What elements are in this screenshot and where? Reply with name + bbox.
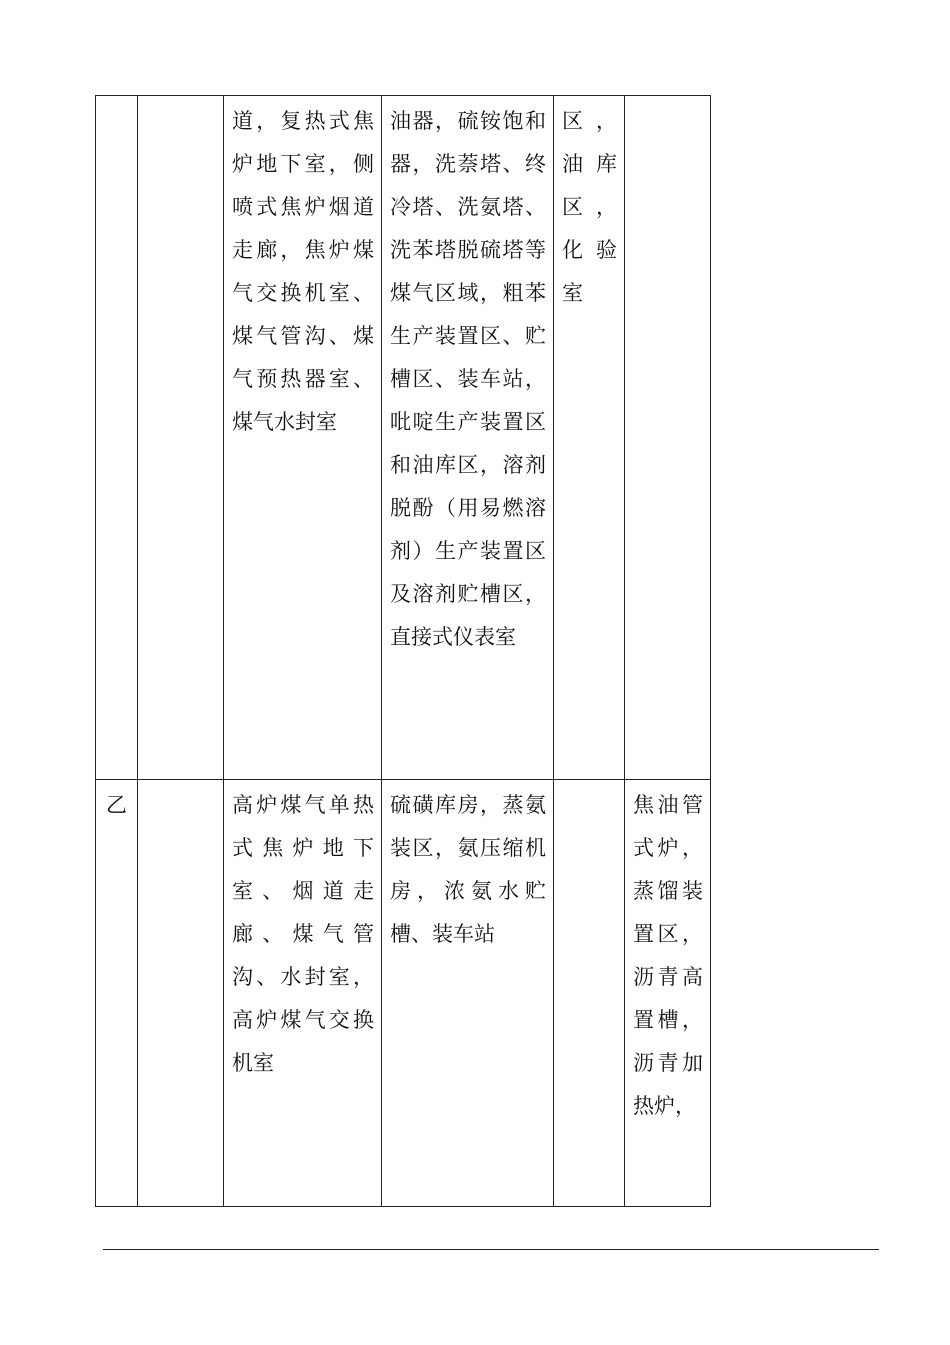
table-row	[96, 780, 711, 1207]
grade-cell: 乙	[96, 780, 138, 1207]
zone-cell: 高炉煤气单热式焦炉地下室、烟道走廊、煤气管沟、水封室，高炉煤气交换机室	[224, 780, 382, 1207]
zone-cell: 焦油管式炉，蒸馏装置区，沥青高置槽，沥青加热炉，	[625, 780, 711, 1207]
category-cell	[138, 780, 224, 1207]
zone-cell	[554, 780, 625, 1207]
zone-cell: 油器，硫铵饱和器，洗萘塔、终冷塔、洗氨塔、洗苯塔脱硫塔等煤气区域，粗苯生产装置区、贮槽区、装车站，吡啶生产装置区和油库区，溶剂脱酚（用易燃溶剂）生产装置区及溶剂贮槽区，直接式仪表室	[382, 96, 554, 780]
zone-cell	[625, 96, 711, 780]
grade-cell	[96, 96, 138, 780]
table-row	[96, 96, 711, 780]
zone-cell: 区，油库区，化验室	[554, 96, 625, 780]
zone-cell: 道，复热式焦炉地下室，侧喷式焦炉烟道走廊，焦炉煤气交换机室、煤气管沟、煤气预热器室、煤气水封室	[224, 96, 382, 780]
footer-divider	[103, 1249, 879, 1250]
zone-cell: 硫磺库房，蒸氨装区，氨压缩机房，浓氨水贮槽、装车站	[382, 780, 554, 1207]
hazard-zone-table	[95, 95, 711, 1207]
category-cell	[138, 96, 224, 780]
